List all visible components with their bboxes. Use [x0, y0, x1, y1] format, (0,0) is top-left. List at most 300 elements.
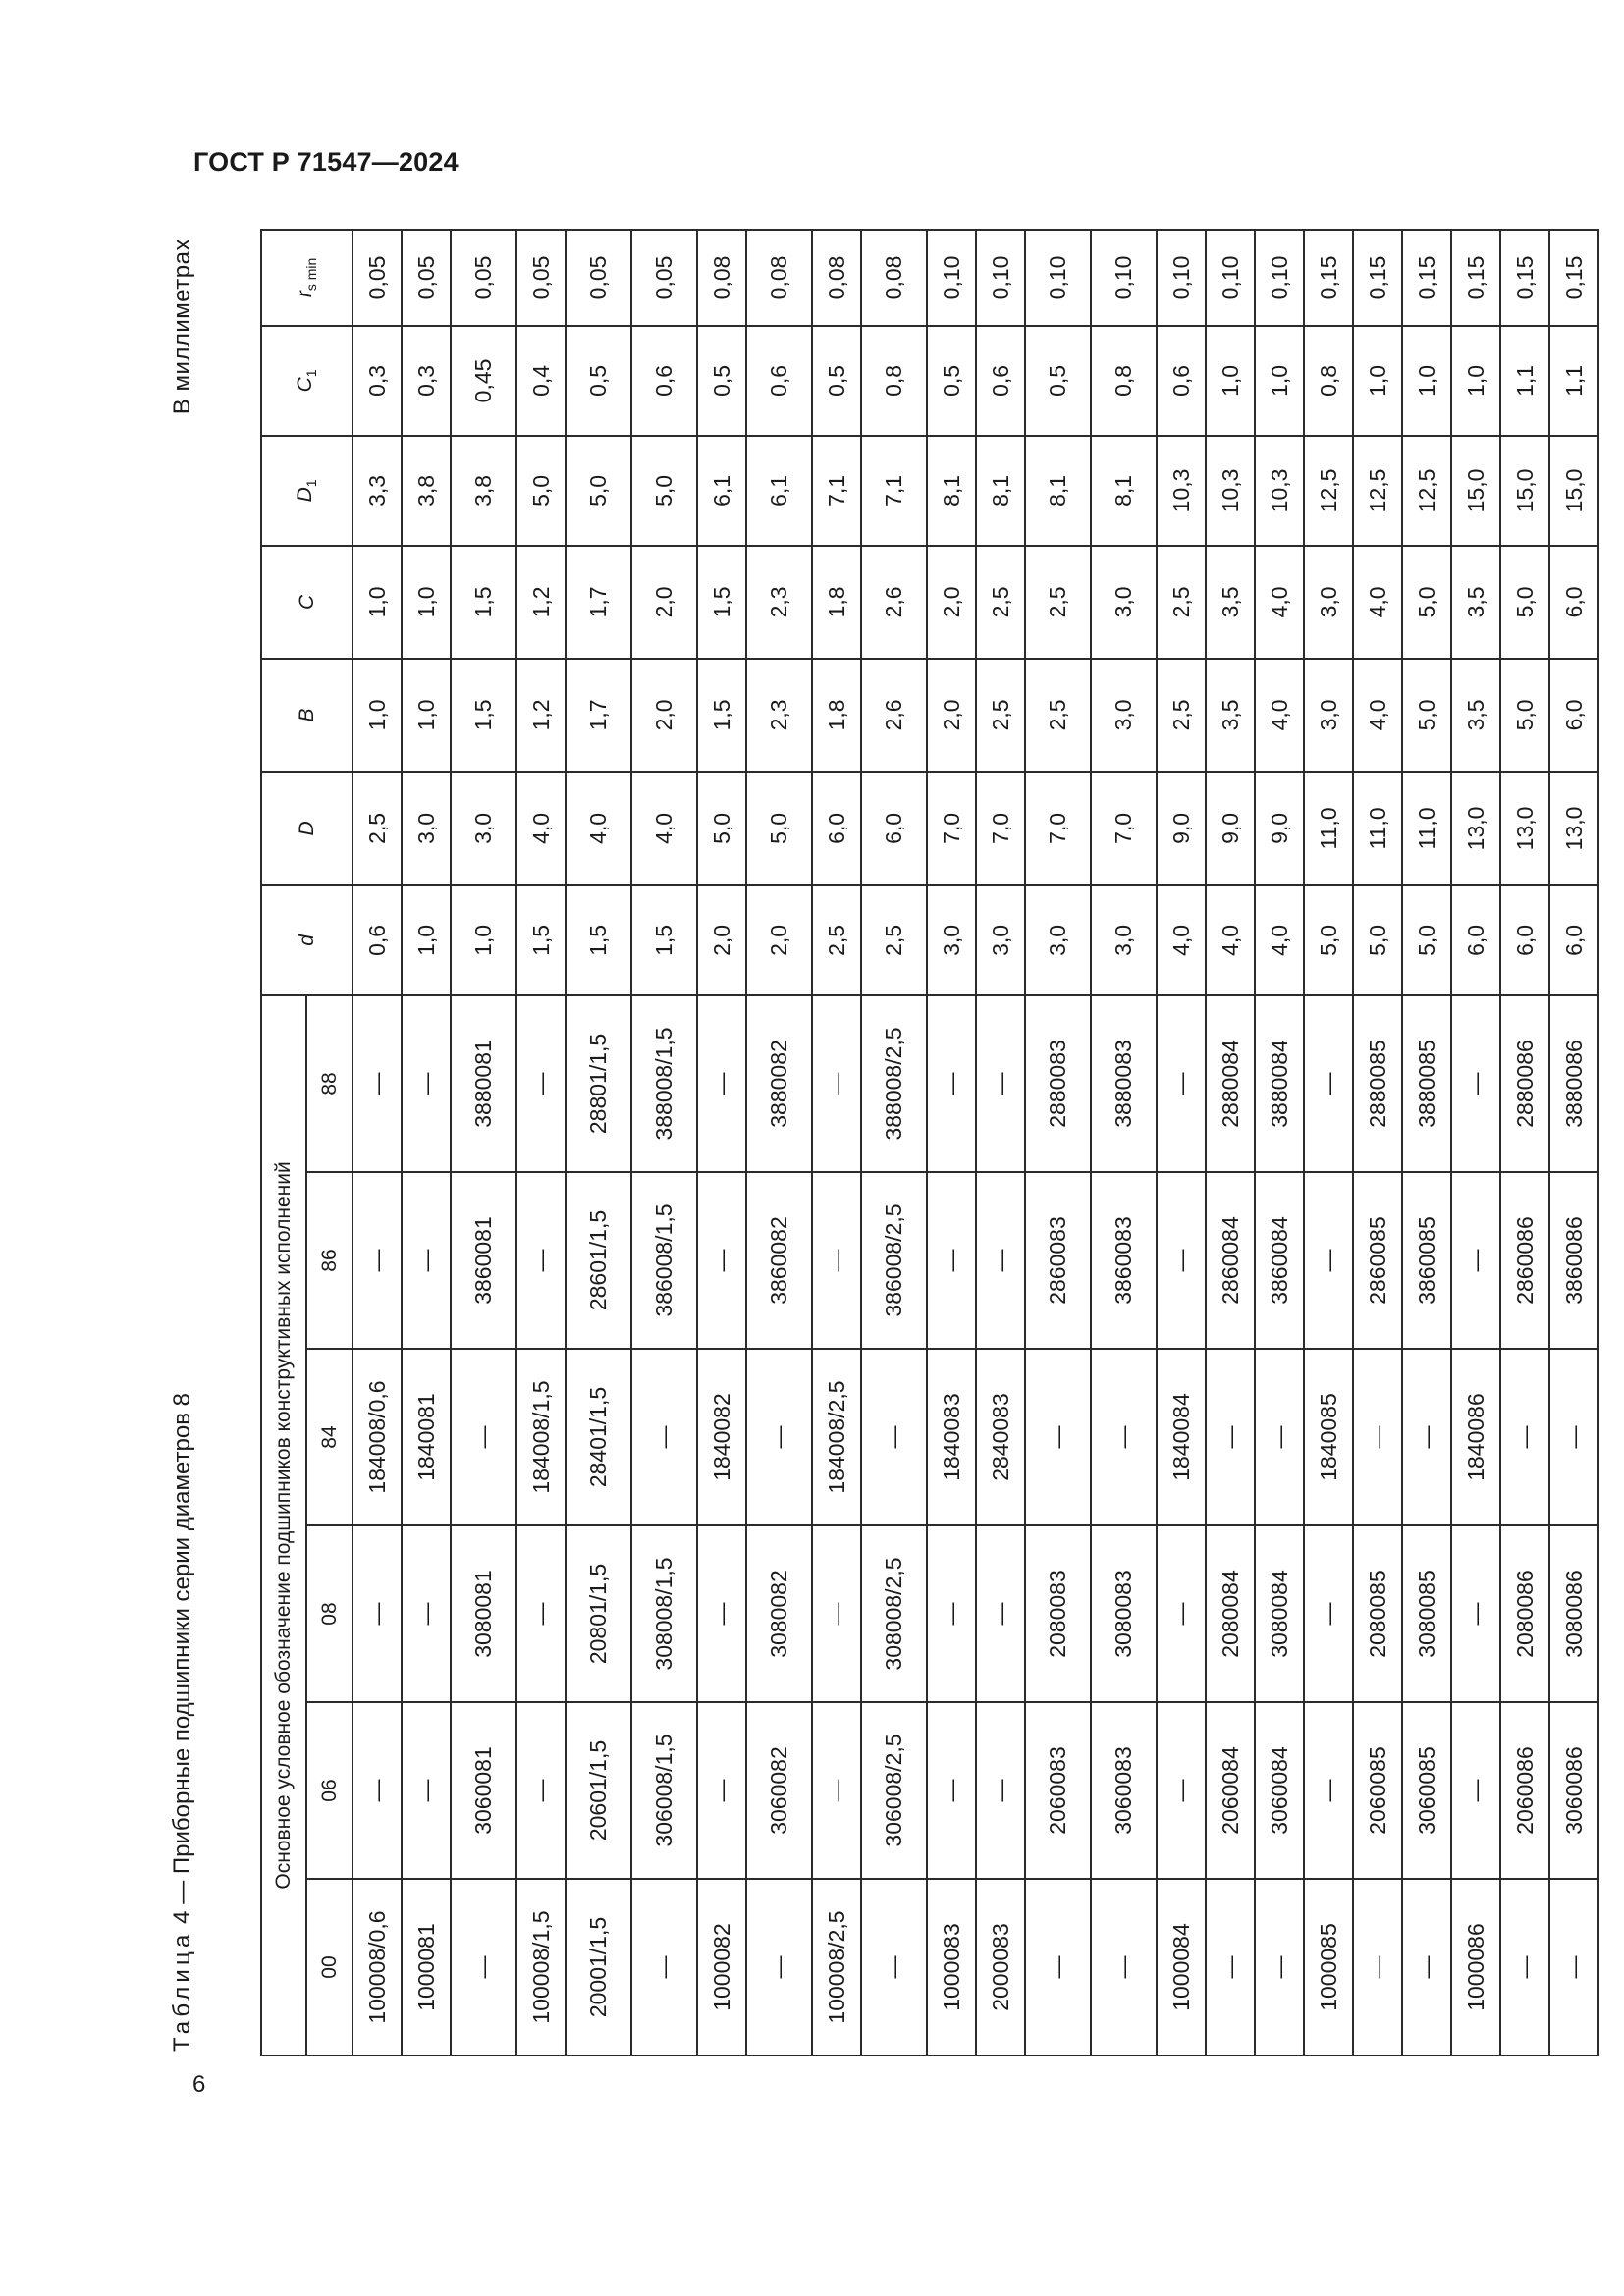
- table-cell: 13,0: [1451, 772, 1500, 885]
- table-cell: 1,0: [402, 885, 451, 995]
- table-cell: 1,5: [451, 659, 516, 772]
- table-cell: 0,45: [451, 326, 516, 436]
- table-caption: [169, 1393, 196, 2052]
- version-header: 08: [306, 1525, 352, 1702]
- table-cell: —: [402, 1525, 451, 1702]
- table-row: [1500, 230, 1549, 2056]
- table-cell: 0,05: [516, 230, 566, 326]
- table-cell: 308008/1,5: [631, 1525, 697, 1702]
- table-cell: 2880084: [1206, 995, 1255, 1172]
- table-row: [631, 230, 697, 2056]
- table-cell: 1,5: [697, 659, 746, 772]
- table-cell: —: [1157, 1525, 1206, 1702]
- table-cell: 4,0: [1255, 659, 1304, 772]
- table-cell: —: [1402, 1879, 1451, 2056]
- table-cell: —: [1025, 1349, 1091, 1525]
- table-cell: 1,5: [516, 885, 566, 995]
- table-cell: 100008/0,6: [352, 1879, 402, 2056]
- table-cell: 20801/1,5: [566, 1525, 631, 1702]
- table-cell: —: [516, 1172, 566, 1349]
- table-row: [451, 230, 516, 2056]
- table-cell: 3860082: [746, 1172, 812, 1349]
- table-cell: 3060085: [1402, 1702, 1451, 1879]
- table-cell: 100008/2,5: [812, 1879, 861, 2056]
- table-row: [566, 230, 631, 2056]
- table-cell: 4,0: [1255, 885, 1304, 995]
- table-cell: 2,0: [697, 885, 746, 995]
- table-cell: 1,2: [516, 546, 566, 659]
- table-cell: 1000084: [1157, 1879, 1206, 2056]
- table-cell: 0,4: [516, 326, 566, 436]
- table-cell: 0,6: [1157, 326, 1206, 436]
- table-cell: —: [1304, 1172, 1353, 1349]
- table-cell: 0,08: [812, 230, 861, 326]
- table-row: [1353, 230, 1402, 2056]
- table-cell: 1,5: [697, 546, 746, 659]
- table-cell: 4,0: [631, 772, 697, 885]
- table-cell: 2080084: [1206, 1525, 1255, 1702]
- table-cell: —: [1549, 1349, 1598, 1525]
- table-cell: 1,7: [566, 659, 631, 772]
- table-cell: 7,0: [927, 772, 976, 885]
- table-cell: 0,10: [1091, 230, 1157, 326]
- table-cell: 2,5: [812, 885, 861, 995]
- dim-header-C1: $C_1$: [261, 326, 352, 436]
- table-cell: 6,0: [861, 772, 927, 885]
- table-cell: 3860085: [1402, 1172, 1451, 1349]
- table-cell: 6,1: [746, 436, 812, 546]
- table-cell: 184008/1,5: [516, 1349, 566, 1525]
- table-cell: —: [976, 1702, 1025, 1879]
- table-caption-title: 4 — Приборные подшипники серии диаметров 8: [169, 1393, 195, 1924]
- table-cell: 8,1: [927, 436, 976, 546]
- table-cell: 1,0: [402, 546, 451, 659]
- table-cell: —: [697, 995, 746, 1172]
- table-cell: 3860086: [1549, 1172, 1598, 1349]
- table-cell: 2000083: [976, 1879, 1025, 2056]
- table-cell: 0,10: [976, 230, 1025, 326]
- table-cell: 3,0: [1304, 546, 1353, 659]
- table-cell: 1,0: [1206, 326, 1255, 436]
- table-cell: 2060083: [1025, 1702, 1091, 1879]
- table-cell: —: [631, 1879, 697, 2056]
- table-cell: —: [516, 995, 566, 1172]
- table-cell: 3,5: [1206, 546, 1255, 659]
- table-cell: 20001/1,5: [566, 1879, 631, 2056]
- table-cell: 1,7: [566, 546, 631, 659]
- table-row: [1402, 230, 1451, 2056]
- table-cell: —: [1091, 1879, 1157, 2056]
- table-cell: 15,0: [1451, 436, 1500, 546]
- table-cell: 306008/1,5: [631, 1702, 697, 1879]
- version-header: 00: [306, 1879, 352, 2056]
- table-cell: 3080085: [1402, 1525, 1451, 1702]
- version-header: 06: [306, 1702, 352, 1879]
- table-cell: —: [352, 1525, 402, 1702]
- table-cell: 5,0: [1402, 885, 1451, 995]
- table-cell: 1,2: [516, 659, 566, 772]
- table-cell: 0,05: [451, 230, 516, 326]
- table-cell: 5,0: [631, 436, 697, 546]
- table-cell: 13,0: [1549, 772, 1598, 885]
- table-cell: 3060086: [1549, 1702, 1598, 1879]
- dim-header-d: d: [261, 885, 352, 995]
- table-cell: 1840084: [1157, 1349, 1206, 1525]
- table-cell: 0,5: [697, 326, 746, 436]
- table-row: [697, 230, 746, 2056]
- table-cell: 2,3: [746, 546, 812, 659]
- table-cell: 5,0: [1402, 659, 1451, 772]
- table-cell: 2080083: [1025, 1525, 1091, 1702]
- table-cell: 0,10: [1157, 230, 1206, 326]
- group-header: Основное условное обозначение подшипников конструктивных исполнений: [261, 995, 306, 2056]
- table-row: [812, 230, 861, 2056]
- table-cell: 1,0: [1353, 326, 1402, 436]
- table-cell: 12,5: [1353, 436, 1402, 546]
- table-cell: 2,6: [861, 546, 927, 659]
- table-cell: —: [516, 1525, 566, 1702]
- table-cell: 184008/0,6: [352, 1349, 402, 1525]
- table-cell: —: [1255, 1349, 1304, 1525]
- table-cell: 5,0: [1500, 659, 1549, 772]
- table-cell: 1000083: [927, 1879, 976, 2056]
- table-cell: 0,10: [1025, 230, 1091, 326]
- table-cell: —: [1304, 1525, 1353, 1702]
- table-row: [1451, 230, 1500, 2056]
- table-cell: 1000081: [402, 1879, 451, 2056]
- table-cell: 3080086: [1549, 1525, 1598, 1702]
- table-cell: 9,0: [1255, 772, 1304, 885]
- table-cell: 28401/1,5: [566, 1349, 631, 1525]
- table-cell: 1,0: [352, 659, 402, 772]
- table-cell: 2,0: [746, 885, 812, 995]
- table-cell: 5,0: [1402, 546, 1451, 659]
- table-cell: 0,10: [1255, 230, 1304, 326]
- table-cell: 3,8: [402, 436, 451, 546]
- table-cell: 1840086: [1451, 1349, 1500, 1525]
- table-cell: 2,6: [861, 659, 927, 772]
- table-cell: 1,5: [566, 885, 631, 995]
- table-cell: 11,0: [1353, 772, 1402, 885]
- table-cell: 2,5: [352, 772, 402, 885]
- table-cell: 4,0: [1206, 885, 1255, 995]
- table-cell: 3880084: [1255, 995, 1304, 1172]
- table-cell: 1840081: [402, 1349, 451, 1525]
- table-cell: 2,0: [631, 546, 697, 659]
- table-cell: 1,0: [1255, 326, 1304, 436]
- table-cell: 3,0: [1091, 659, 1157, 772]
- table-cell: 2,5: [1025, 659, 1091, 772]
- table-cell: 0,15: [1500, 230, 1549, 326]
- table-cell: 0,10: [1206, 230, 1255, 326]
- table-cell: —: [1304, 995, 1353, 1172]
- table-cell: 3,0: [927, 885, 976, 995]
- table-cell: 9,0: [1157, 772, 1206, 885]
- table-cell: —: [1157, 1172, 1206, 1349]
- table-cell: 2860084: [1206, 1172, 1255, 1349]
- table-cell: 20601/1,5: [566, 1702, 631, 1879]
- table-cell: 8,1: [1091, 436, 1157, 546]
- table-cell: 0,6: [976, 326, 1025, 436]
- table-cell: 3060081: [451, 1702, 516, 1879]
- table-cell: 0,5: [812, 326, 861, 436]
- table-cell: 0,3: [402, 326, 451, 436]
- table-cell: 2,5: [976, 659, 1025, 772]
- table-cell: —: [927, 995, 976, 1172]
- table-cell: 3,0: [1091, 885, 1157, 995]
- table-cell: 2,5: [1157, 659, 1206, 772]
- rotated-table-block: [162, 231, 1587, 2056]
- table-cell: —: [1025, 1879, 1091, 2056]
- version-header: 84: [306, 1349, 352, 1525]
- dim-header-C: C: [261, 546, 352, 659]
- table-cell: —: [697, 1702, 746, 1879]
- table-caption-label: Таблица: [169, 1930, 195, 2052]
- units-note: В миллиметрах: [169, 239, 195, 415]
- table-cell: —: [861, 1349, 927, 1525]
- dim-header-B: B: [261, 659, 352, 772]
- table-cell: 3080082: [746, 1525, 812, 1702]
- table-cell: 2,5: [1025, 546, 1091, 659]
- table-cell: —: [451, 1879, 516, 2056]
- table-cell: 1840083: [927, 1349, 976, 1525]
- table-cell: 1,5: [451, 546, 516, 659]
- table-cell: 184008/2,5: [812, 1349, 861, 1525]
- table-cell: 11,0: [1402, 772, 1451, 885]
- table-cell: —: [1206, 1879, 1255, 2056]
- table-cell: 4,0: [1353, 659, 1402, 772]
- table-cell: 308008/2,5: [861, 1525, 927, 1702]
- table-cell: —: [1157, 1702, 1206, 1879]
- table-cell: 0,05: [352, 230, 402, 326]
- table-cell: —: [861, 1879, 927, 2056]
- table-cell: 1,0: [352, 546, 402, 659]
- table-cell: 4,0: [566, 772, 631, 885]
- table-cell: 0,6: [631, 326, 697, 436]
- table-cell: 0,15: [1353, 230, 1402, 326]
- table-cell: —: [516, 1702, 566, 1879]
- table-cell: —: [1353, 1349, 1402, 1525]
- table-cell: 3060084: [1255, 1702, 1304, 1879]
- table-cell: 13,0: [1500, 772, 1549, 885]
- table-cell: 3,5: [1451, 546, 1500, 659]
- version-header: 88: [306, 995, 352, 1172]
- table-cell: 3880086: [1549, 995, 1598, 1172]
- table-cell: 0,08: [746, 230, 812, 326]
- table-cell: 2060086: [1500, 1702, 1549, 1879]
- table-cell: 1,8: [812, 659, 861, 772]
- table-cell: —: [812, 1172, 861, 1349]
- table-cell: 3,5: [1451, 659, 1500, 772]
- table-cell: —: [812, 1702, 861, 1879]
- table-cell: 5,0: [697, 772, 746, 885]
- table-cell: —: [352, 995, 402, 1172]
- table-cell: —: [812, 1525, 861, 1702]
- table-row: [1255, 230, 1304, 2056]
- table-cell: —: [1206, 1349, 1255, 1525]
- table-cell: —: [1255, 1879, 1304, 2056]
- table-cell: —: [1402, 1349, 1451, 1525]
- table-cell: —: [352, 1702, 402, 1879]
- table-cell: 2860085: [1353, 1172, 1402, 1349]
- table-cell: 3,5: [1206, 659, 1255, 772]
- table-cell: 1,0: [1451, 326, 1500, 436]
- table-cell: 5,0: [1353, 885, 1402, 995]
- table-cell: 3,0: [402, 772, 451, 885]
- table-row: [927, 230, 976, 2056]
- table-cell: —: [976, 1172, 1025, 1349]
- table-cell: 1,1: [1549, 326, 1598, 436]
- table-cell: —: [1500, 1879, 1549, 2056]
- table-row: [746, 230, 812, 2056]
- version-header: 86: [306, 1172, 352, 1349]
- table-cell: 1,8: [812, 546, 861, 659]
- table-cell: 4,0: [1353, 546, 1402, 659]
- table-row: [1206, 230, 1255, 2056]
- table-cell: 6,0: [1500, 885, 1549, 995]
- table-cell: 3,0: [1304, 659, 1353, 772]
- table-cell: 1,1: [1500, 326, 1549, 436]
- table-cell: 5,0: [1304, 885, 1353, 995]
- table-cell: 0,15: [1451, 230, 1500, 326]
- table-cell: 1840085: [1304, 1349, 1353, 1525]
- table-cell: 2880085: [1353, 995, 1402, 1172]
- table-cell: 386008/2,5: [861, 1172, 927, 1349]
- table-row: [1157, 230, 1206, 2056]
- header-row-group: [261, 230, 306, 2056]
- table-cell: 8,1: [976, 436, 1025, 546]
- table-cell: —: [1451, 995, 1500, 1172]
- table-cell: 2860086: [1500, 1172, 1549, 1349]
- table-cell: 7,0: [976, 772, 1025, 885]
- table-cell: 1,0: [1402, 326, 1451, 436]
- table-cell: 388008/2,5: [861, 995, 927, 1172]
- table-row: [352, 230, 402, 2056]
- table-cell: 0,8: [1091, 326, 1157, 436]
- table-cell: 3,8: [451, 436, 516, 546]
- table-cell: 10,3: [1206, 436, 1255, 546]
- table-cell: 0,15: [1304, 230, 1353, 326]
- table-cell: 3080081: [451, 1525, 516, 1702]
- table-cell: 7,1: [861, 436, 927, 546]
- table-cell: 3060082: [746, 1702, 812, 1879]
- table-cell: —: [976, 1525, 1025, 1702]
- table-cell: —: [402, 1702, 451, 1879]
- table-cell: 2,0: [927, 546, 976, 659]
- table-cell: 2,5: [861, 885, 927, 995]
- table-cell: 0,8: [1304, 326, 1353, 436]
- table-cell: 9,0: [1206, 772, 1255, 885]
- table-cell: 15,0: [1549, 436, 1598, 546]
- table-cell: —: [697, 1172, 746, 1349]
- table-cell: —: [402, 995, 451, 1172]
- table-cell: 306008/2,5: [861, 1702, 927, 1879]
- table-cell: 2,3: [746, 659, 812, 772]
- table-row: [1091, 230, 1157, 2056]
- table-cell: —: [1451, 1172, 1500, 1349]
- table-cell: 4,0: [516, 772, 566, 885]
- table-cell: 3,0: [451, 772, 516, 885]
- table-cell: 0,08: [697, 230, 746, 326]
- table-cell: 10,3: [1255, 436, 1304, 546]
- table-cell: 3860084: [1255, 1172, 1304, 1349]
- table-cell: 2880083: [1025, 995, 1091, 1172]
- table-cell: 6,1: [697, 436, 746, 546]
- table-cell: 1000082: [697, 1879, 746, 2056]
- dim-header-D1: $D_1$: [261, 436, 352, 546]
- table-cell: 3860083: [1091, 1172, 1157, 1349]
- table-cell: 1,0: [451, 885, 516, 995]
- table-row: [861, 230, 927, 2056]
- table-cell: —: [1304, 1702, 1353, 1879]
- table-cell: 2060085: [1353, 1702, 1402, 1879]
- table-cell: 15,0: [1500, 436, 1549, 546]
- table-cell: 0,10: [927, 230, 976, 326]
- table-cell: 388008/1,5: [631, 995, 697, 1172]
- table-cell: —: [812, 995, 861, 1172]
- table-cell: 3,0: [1091, 546, 1157, 659]
- table-cell: 6,0: [1451, 885, 1500, 995]
- table-cell: 5,0: [516, 436, 566, 546]
- table-body: [352, 230, 1598, 2056]
- table-cell: 0,15: [1402, 230, 1451, 326]
- table-cell: 3860081: [451, 1172, 516, 1349]
- table-cell: 7,1: [812, 436, 861, 546]
- table-cell: 386008/1,5: [631, 1172, 697, 1349]
- table-cell: 0,5: [566, 326, 631, 436]
- table-cell: 2840083: [976, 1349, 1025, 1525]
- table-cell: —: [1091, 1349, 1157, 1525]
- table-cell: 4,0: [1255, 546, 1304, 659]
- table-cell: 8,1: [1025, 436, 1091, 546]
- table-cell: 5,0: [566, 436, 631, 546]
- table-cell: 0,6: [352, 885, 402, 995]
- table-cell: 0,5: [927, 326, 976, 436]
- table-cell: 12,5: [1304, 436, 1353, 546]
- table-cell: 5,0: [746, 772, 812, 885]
- table-cell: 6,0: [1549, 546, 1598, 659]
- table-cell: 2,5: [976, 546, 1025, 659]
- table-cell: —: [927, 1525, 976, 1702]
- table-cell: 1000085: [1304, 1879, 1353, 2056]
- table-cell: —: [927, 1172, 976, 1349]
- dim-header-r-s-min: $r_{s min}$: [261, 230, 352, 326]
- table-cell: 2060084: [1206, 1702, 1255, 1879]
- table-cell: 0,6: [746, 326, 812, 436]
- table-cell: 3080084: [1255, 1525, 1304, 1702]
- table-row: [1025, 230, 1091, 2056]
- table-cell: 3080083: [1091, 1525, 1157, 1702]
- table-cell: —: [402, 1172, 451, 1349]
- table-cell: 6,0: [1549, 885, 1598, 995]
- table-cell: —: [746, 1879, 812, 2056]
- table-cell: 0,05: [402, 230, 451, 326]
- table-cell: 5,0: [1500, 546, 1549, 659]
- table-cell: 3,0: [1025, 885, 1091, 995]
- table-cell: 2080085: [1353, 1525, 1402, 1702]
- table-cell: 0,3: [352, 326, 402, 436]
- table-cell: —: [1451, 1702, 1500, 1879]
- table-cell: 2,0: [631, 659, 697, 772]
- table-cell: 3880083: [1091, 995, 1157, 1172]
- table-cell: 2860083: [1025, 1172, 1091, 1349]
- table-cell: 0,15: [1549, 230, 1598, 326]
- table-cell: —: [352, 1172, 402, 1349]
- table-cell: 0,05: [631, 230, 697, 326]
- table-cell: —: [976, 995, 1025, 1172]
- table-cell: —: [927, 1702, 976, 1879]
- table-cell: —: [631, 1349, 697, 1525]
